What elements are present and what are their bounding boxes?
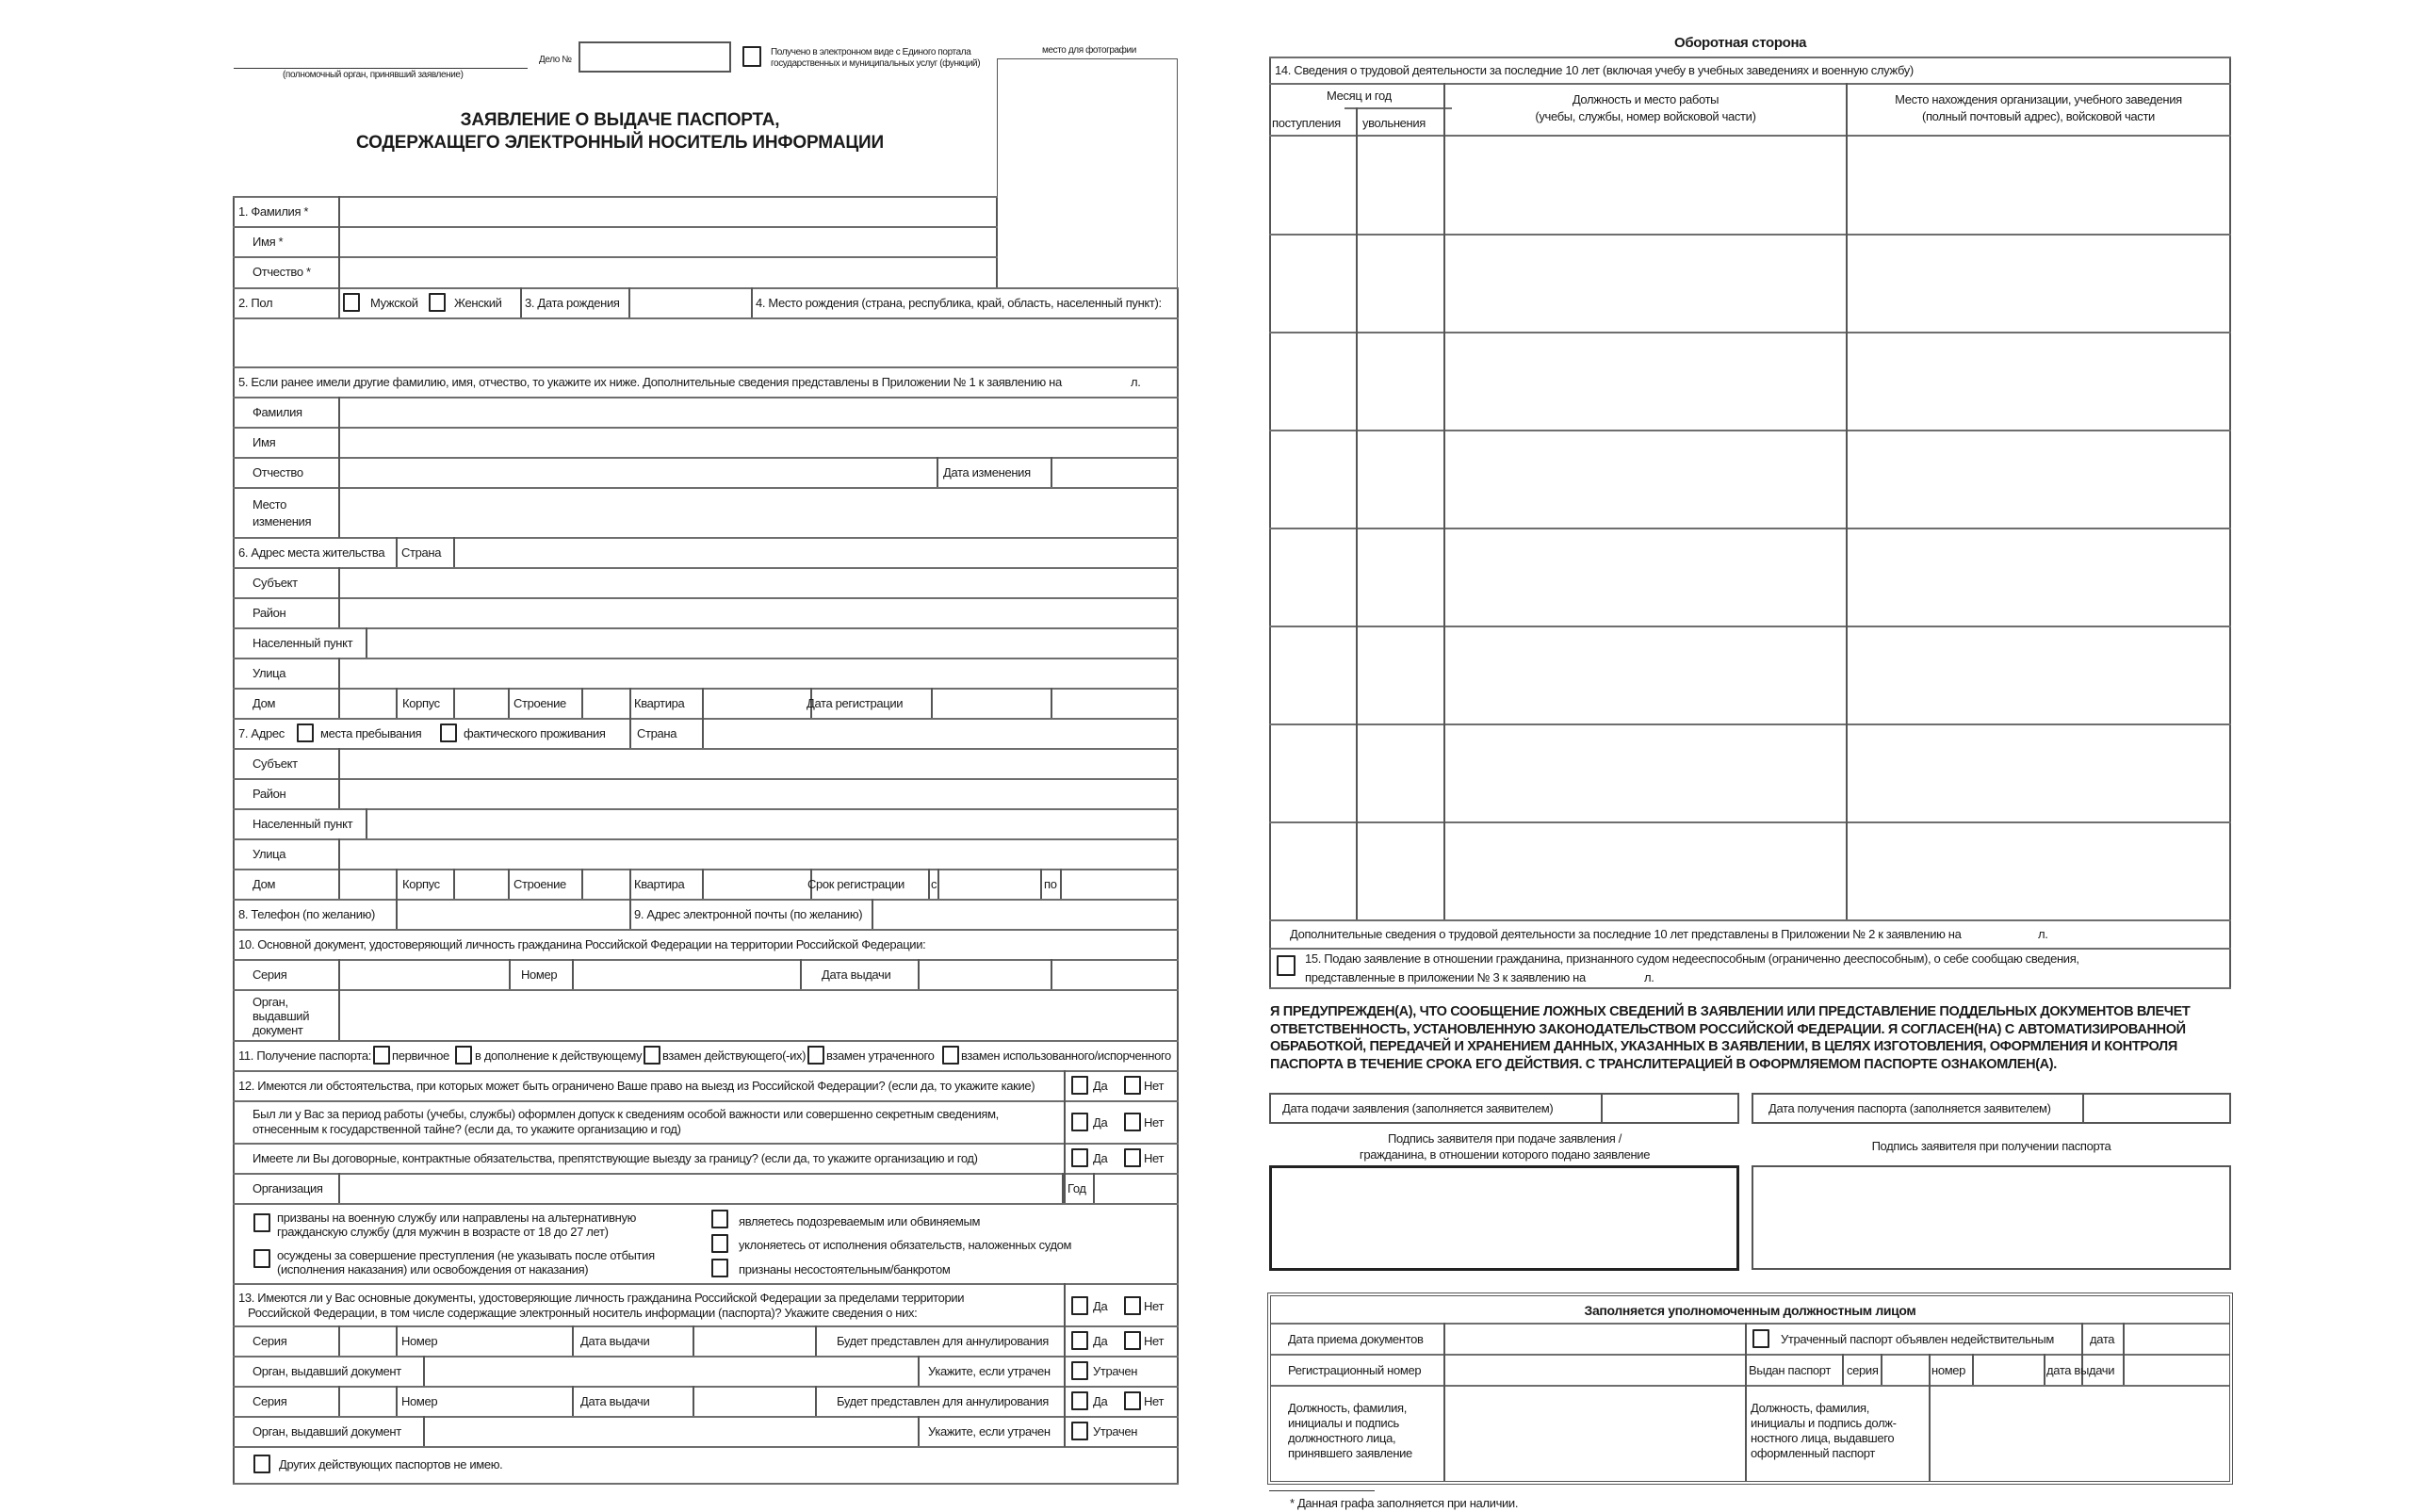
end-date-cell[interactable] xyxy=(1358,333,1443,428)
female-label: Женский xyxy=(454,296,502,310)
start-date-cell[interactable] xyxy=(1271,333,1356,428)
s14-sheets: л. xyxy=(2038,927,2048,941)
s6-building-label: Корпус xyxy=(402,696,440,710)
s5-text: 5. Если ранее имели другие фамилию, имя, отчество, то укажите их ниже. Дополнительные сведения представлены в Приложении № 1 к заявлению на xyxy=(238,375,1062,389)
location-cell[interactable] xyxy=(1848,137,2229,232)
s10-number-label: Номер xyxy=(521,967,558,982)
evading-label: уклоняетесь от исполнения обязательств, наложенных судом xyxy=(739,1238,1072,1252)
s7-country-label: Страна xyxy=(637,726,677,740)
s7-structure-label: Строение xyxy=(513,877,566,891)
fp2-yes-checkbox[interactable] xyxy=(1071,1391,1088,1410)
replace-valid-label: взамен действующего(-их) xyxy=(662,1049,807,1063)
issued-label: Выдан паспорт xyxy=(1749,1363,1832,1377)
issuer-official-label-3: ностного лица, выдавшего xyxy=(1751,1431,1895,1445)
fp1-lost-label: Утрачен xyxy=(1093,1364,1138,1378)
portal-checkbox[interactable] xyxy=(742,46,761,67)
fp2-issuer-label: Орган, выдавший документ xyxy=(253,1424,401,1439)
position-cell[interactable] xyxy=(1445,528,1846,624)
end-date-cell[interactable] xyxy=(1358,137,1443,232)
location-cell[interactable] xyxy=(1848,235,2229,330)
location-cell[interactable] xyxy=(1848,822,2229,918)
form-title-1: ЗАЯВЛЕНИЕ О ВЫДАЧЕ ПАСПОРТА, xyxy=(460,110,780,130)
issued-date-label: дата выдачи xyxy=(2046,1363,2115,1377)
conscript-line2: гражданскую службу (для мужчин в возрасте от 18 до 27 лет) xyxy=(277,1225,609,1239)
conscript-line1: призваны на военную службу или направлены на альтернативную xyxy=(277,1211,636,1225)
fp1-yes-label: Да xyxy=(1093,1334,1108,1348)
suspect-checkbox[interactable] xyxy=(711,1210,728,1228)
replace-valid-checkbox[interactable] xyxy=(644,1046,660,1065)
s13-yes-label: Да xyxy=(1093,1299,1108,1313)
official-date-label: дата xyxy=(2090,1332,2115,1346)
phone-label: 8. Телефон (по желанию) xyxy=(238,907,375,921)
actual-checkbox[interactable] xyxy=(440,723,457,742)
fp2-series-label: Серия xyxy=(253,1394,287,1408)
stay-checkbox[interactable] xyxy=(297,723,314,742)
suspect-label: являетесь подозреваемым или обвиняемым xyxy=(739,1214,981,1228)
stay-label: места пребывания xyxy=(320,726,422,740)
s7-district-label: Район xyxy=(253,787,286,801)
change-date-label: Дата изменения xyxy=(943,465,1031,480)
position-header-2: (учебы, службы, номер войсковой части) xyxy=(1535,109,1756,123)
conscript-checkbox[interactable] xyxy=(253,1213,270,1232)
acceptor-label-1: Должность, фамилия, xyxy=(1288,1401,1408,1415)
position-cell[interactable] xyxy=(1445,235,1846,330)
location-cell[interactable] xyxy=(1848,431,2229,526)
female-checkbox[interactable] xyxy=(429,293,446,312)
fp2-no-label: Нет xyxy=(1144,1394,1165,1408)
s12-q1: 12. Имеются ли обстоятельства, при которых может быть ограничено Ваше право на выезд из Российской Федерации? (если да, то укажите какие) xyxy=(238,1079,1035,1093)
actual-label: фактического проживания xyxy=(464,726,606,740)
pob-input[interactable] xyxy=(235,319,1177,366)
q1-no-checkbox[interactable] xyxy=(1124,1076,1141,1095)
s14-extra: Дополнительные сведения о трудовой деятельности за последние 10 лет представлены в Приложении № 2 к заявлению на xyxy=(1290,927,1962,941)
s11-label: 11. Получение паспорта: xyxy=(238,1049,371,1063)
surname-input[interactable] xyxy=(340,198,996,226)
fp1-series-label: Серия xyxy=(253,1334,287,1348)
fp1-annul-label: Будет представлен для аннулирования xyxy=(837,1334,1049,1348)
submit-date-input[interactable] xyxy=(1603,1095,1737,1122)
start-date-cell[interactable] xyxy=(1271,137,1356,232)
fp2-lost-label: Утрачен xyxy=(1093,1424,1138,1439)
end-date-cell[interactable] xyxy=(1358,431,1443,526)
fp2-number-label: Номер xyxy=(401,1394,438,1408)
s7-from-label: с xyxy=(931,877,937,891)
issuer-official-label-2: инициалы и подпись долж- xyxy=(1751,1416,1897,1430)
fp1-no-label: Нет xyxy=(1144,1334,1165,1348)
frame-photo-left xyxy=(996,196,998,288)
fp2-lost-checkbox[interactable] xyxy=(1071,1422,1088,1440)
start-header: поступления xyxy=(1272,116,1341,130)
s5-sheets: л. xyxy=(1131,375,1141,389)
s6-house-label: Дом xyxy=(253,696,276,710)
start-date-cell[interactable] xyxy=(1271,528,1356,624)
s10-issue-date-label: Дата выдачи xyxy=(822,967,891,982)
position-cell[interactable] xyxy=(1445,137,1846,232)
fp1-number-label: Номер xyxy=(401,1334,438,1348)
year-input[interactable] xyxy=(1095,1175,1177,1203)
photo-label: место для фотографии xyxy=(1042,45,1136,56)
s7-apartment-label: Квартира xyxy=(634,877,685,891)
q1-yes-label: Да xyxy=(1093,1079,1108,1093)
form-title-2: СОДЕРЖАЩЕГО ЭЛЕКТРОННЫЙ НОСИТЕЛЬ ИНФОРМАЦИИ xyxy=(356,133,884,153)
lost-invalid-label: Утраченный паспорт объявлен недействительным xyxy=(1781,1332,2054,1346)
s6-country-label: Страна xyxy=(401,545,442,560)
s6-subject-label: Субъект xyxy=(253,576,298,590)
fp2-no-checkbox[interactable] xyxy=(1124,1391,1141,1410)
s15-line2: представленные в приложении № 3 к заявлению на xyxy=(1305,970,1586,984)
receive-date-input[interactable] xyxy=(2084,1095,2229,1122)
position-cell[interactable] xyxy=(1445,822,1846,918)
no-other-checkbox[interactable] xyxy=(253,1455,270,1473)
q3-yes-label: Да xyxy=(1093,1151,1108,1165)
s15-checkbox[interactable] xyxy=(1277,955,1296,976)
sign-submit-label-2: гражданина, в отношении которого подано заявление xyxy=(1359,1147,1651,1162)
prev-patronymic-label: Отчество xyxy=(253,465,303,480)
bankrupt-label: признаны несостоятельным/банкротом xyxy=(739,1262,951,1276)
fp1-lost-checkbox[interactable] xyxy=(1071,1361,1088,1380)
q3-no-checkbox[interactable] xyxy=(1124,1148,1141,1167)
s6-locality-label: Населенный пункт xyxy=(253,636,353,650)
q1-no-label: Нет xyxy=(1144,1079,1165,1093)
authority-line xyxy=(234,68,528,69)
issuer-official-label-4: оформленный паспорт xyxy=(1751,1446,1876,1460)
fp2-if-lost-label: Укажите, если утрачен xyxy=(928,1424,1051,1439)
portal-text-1: Получено в электронном виде с Единого портала xyxy=(771,47,971,57)
location-cell[interactable] xyxy=(1848,528,2229,624)
fp1-issuer-label: Орган, выдавший документ xyxy=(253,1364,401,1378)
s6-structure-label: Строение xyxy=(513,696,566,710)
prev-surname-label: Фамилия xyxy=(253,405,302,419)
s13-no-label: Нет xyxy=(1144,1299,1165,1313)
additional-checkbox[interactable] xyxy=(455,1046,472,1065)
portal-text-2: государственных и муниципальных услуг (функций) xyxy=(771,58,981,69)
name-input[interactable] xyxy=(340,228,996,256)
male-checkbox[interactable] xyxy=(343,293,360,312)
fp1-no-checkbox[interactable] xyxy=(1124,1331,1141,1350)
location-cell[interactable] xyxy=(1848,333,2229,428)
s7-label: 7. Адрес xyxy=(238,726,285,740)
legal-warning: Я ПРЕДУПРЕЖДЕН(А), ЧТО СООБЩЕНИЕ ЛОЖНЫХ СВЕДЕНИЙ В ЗАЯВЛЕНИИ ИЛИ ПРЕДСТАВЛЕНИЕ ПОДДЕЛЬНЫХ ДОКУМЕНТОВ ВЛЕЧЕТ ОТВЕТСТВЕННОСТЬ, УСТАНОВЛЕННУЮ ЗАКОНОДАТЕЛЬСТВОМ РОССИЙСКОЙ ФЕДЕРАЦИИ. Я СОГЛАСЕН(НА) С АВТОМАТИЗИРОВАННОЙ ОБРАБОТКОЙ, ПЕРЕДАЧЕЙ И ХРАНЕНИЕМ ДАННЫХ, УКАЗАННЫХ В ЗАЯВЛЕНИИ, В ЦЕЛЯХ ИЗГОТОВЛЕНИЯ, ОФОРМЛЕНИЯ И КОНТРОЛЯ ПАСПОРТА В ТЕЧЕНИЕ СРОКА ЕГО ДЕЙСТВИЯ. С ТРАНСЛИТЕРАЦИЕЙ В ОФОРМЛЯЕМОМ ПАСПОРТЕ ОЗНАКОМЛЕН(А). xyxy=(1270,1004,2191,1072)
receive-date-label: Дата получения паспорта (заполняется заявителем) xyxy=(1768,1101,2051,1115)
s13-line2: Российской Федерации, в том числе содержащие электронный носитель информации (паспорта)? Укажите сведения о них: xyxy=(248,1306,918,1320)
start-date-cell[interactable] xyxy=(1271,431,1356,526)
no-other-label: Других действующих паспортов не имею. xyxy=(279,1457,503,1471)
start-date-cell[interactable] xyxy=(1271,724,1356,820)
q2-yes-checkbox[interactable] xyxy=(1071,1113,1088,1131)
sign-receive-label: Подпись заявителя при получении паспорта xyxy=(1871,1139,2111,1153)
position-cell[interactable] xyxy=(1445,724,1846,820)
bankrupt-checkbox[interactable] xyxy=(711,1259,728,1277)
photo-box xyxy=(997,58,1178,288)
frame-right xyxy=(1177,287,1179,1485)
s13-yes-checkbox[interactable] xyxy=(1071,1296,1088,1315)
s12-q3: Имеете ли Вы договорные, контрактные обязательства, препятствующие выезду за границу? (если да, то укажите организацию и год) xyxy=(253,1151,978,1165)
s15-sheets: л. xyxy=(1644,970,1654,984)
q2-no-checkbox[interactable] xyxy=(1124,1113,1141,1131)
primary-checkbox[interactable] xyxy=(373,1046,390,1065)
q2-no-label: Нет xyxy=(1144,1115,1165,1130)
s6-apartment-label: Квартира xyxy=(634,696,685,710)
male-label: Мужской xyxy=(370,296,418,310)
sign-submit-label-1: Подпись заявителя при подаче заявления / xyxy=(1388,1131,1622,1146)
reg-number-label: Регистрационный номер xyxy=(1288,1363,1422,1377)
s10-issuer-label-1: Орган, xyxy=(253,995,288,1009)
location-cell[interactable] xyxy=(1848,626,2229,722)
case-number-input[interactable] xyxy=(579,41,731,73)
fp2-annul-label: Будет представлен для аннулирования xyxy=(837,1394,1049,1408)
s13-no-checkbox[interactable] xyxy=(1124,1296,1141,1315)
organization-label: Организация xyxy=(253,1181,323,1195)
footnote-rule xyxy=(1269,1490,1375,1491)
sign-submit-box[interactable] xyxy=(1269,1165,1739,1271)
s15-line1: 15. Подаю заявление в отношении гражданина, признанного судом недееспособным (ограниченно дееспособным), о себе сообщаю сведения, xyxy=(1305,951,2079,966)
s6-street-label: Улица xyxy=(253,666,286,680)
issued-series-label: серия xyxy=(1847,1363,1879,1377)
surname-label: 1. Фамилия * xyxy=(238,204,309,219)
s6-label: 6. Адрес места жительства xyxy=(238,545,385,560)
s12-q2-line1: Был ли у Вас за период работы (учебы, службы) оформлен допуск к сведениям особой важности или совершенно секретным сведениям, xyxy=(253,1107,999,1121)
s7-locality-label: Населенный пункт xyxy=(253,817,353,831)
s7-house-label: Дом xyxy=(253,877,276,891)
patronymic-input[interactable] xyxy=(340,258,996,287)
sign-receive-box[interactable] xyxy=(1752,1165,2231,1270)
start-date-cell[interactable] xyxy=(1271,235,1356,330)
email-input[interactable] xyxy=(873,901,1177,929)
dob-label: 3. Дата рождения xyxy=(525,296,620,310)
q3-yes-checkbox[interactable] xyxy=(1071,1148,1088,1167)
position-cell[interactable] xyxy=(1445,333,1846,428)
q3-no-label: Нет xyxy=(1144,1151,1165,1165)
issued-number-label: номер xyxy=(1931,1363,1966,1377)
fp1-yes-checkbox[interactable] xyxy=(1071,1331,1088,1350)
submit-date-label: Дата подачи заявления (заполняется заявителем) xyxy=(1282,1101,1554,1115)
replace-used-checkbox[interactable] xyxy=(942,1046,959,1065)
end-date-cell[interactable] xyxy=(1358,235,1443,330)
change-place-label-2: изменения xyxy=(253,514,312,528)
s10-series-label: Серия xyxy=(253,967,287,982)
replace-used-label: взамен использованного/испорченного xyxy=(961,1049,1171,1063)
s7-street-label: Улица xyxy=(253,847,286,861)
q1-yes-checkbox[interactable] xyxy=(1071,1076,1088,1095)
evading-checkbox[interactable] xyxy=(711,1234,728,1253)
end-date-cell[interactable] xyxy=(1358,626,1443,722)
location-cell[interactable] xyxy=(1848,724,2229,820)
phone-input[interactable] xyxy=(398,901,628,929)
start-date-cell[interactable] xyxy=(1271,822,1356,918)
fp1-issue-date-label: Дата выдачи xyxy=(580,1334,650,1348)
issuer-official-label-1: Должность, фамилия, xyxy=(1751,1401,1870,1415)
lost-invalid-checkbox[interactable] xyxy=(1752,1329,1769,1348)
end-header: увольнения xyxy=(1362,116,1426,130)
convicted-line2: (исполнения наказания) или освобождения от наказания) xyxy=(277,1262,589,1276)
acceptor-label-3: должностного лица, xyxy=(1288,1431,1396,1445)
email-label: 9. Адрес электронной почты (по желанию) xyxy=(634,907,863,921)
replace-lost-checkbox[interactable] xyxy=(807,1046,824,1065)
position-header-1: Должность и место работы xyxy=(1572,92,1719,106)
s14-text: 14. Сведения о трудовой деятельности за последние 10 лет (включая учебу в учебных заведениях и военную службу) xyxy=(1275,63,1914,77)
location-header-1: Место нахождения организации, учебного заведения xyxy=(1895,92,2182,106)
end-date-cell[interactable] xyxy=(1358,528,1443,624)
prev-name-label: Имя xyxy=(253,435,276,449)
start-date-cell[interactable] xyxy=(1271,626,1356,722)
organization-input[interactable] xyxy=(340,1175,1061,1203)
authority-caption: (полномочный орган, принявший заявление) xyxy=(283,70,464,80)
replace-lost-label: взамен утраченного xyxy=(826,1049,935,1063)
s12-q2-line2: отнесенным к государственной тайне? (если да, то укажите организацию и год) xyxy=(253,1122,681,1136)
end-date-cell[interactable] xyxy=(1358,822,1443,918)
year-label: Год xyxy=(1067,1181,1086,1195)
s10-text: 10. Основной документ, удостоверяющий личность гражданина Российской Федерации на территории Российской Федерации: xyxy=(238,937,926,951)
fp1-if-lost-label: Укажите, если утрачен xyxy=(928,1364,1051,1378)
s10-issuer-label-3: документ xyxy=(253,1023,303,1037)
location-header-2: (полный почтовый адрес), войсковой части xyxy=(1922,109,2155,123)
q2-yes-label: Да xyxy=(1093,1115,1108,1130)
pob-label: 4. Место рождения (страна, республика, край, область, населенный пункт): xyxy=(756,296,1162,310)
convicted-line1: осуждены за совершение преступления (не указывать после отбытия xyxy=(277,1248,655,1262)
fp2-yes-label: Да xyxy=(1093,1394,1108,1408)
change-place-label-1: Место xyxy=(253,497,286,512)
s6-district-label: Район xyxy=(253,606,286,620)
name-label: Имя * xyxy=(253,235,284,249)
position-cell[interactable] xyxy=(1445,431,1846,526)
sex-label: 2. Пол xyxy=(238,296,273,310)
s7-to-label: по xyxy=(1044,877,1057,891)
s7-subject-label: Субъект xyxy=(253,756,298,771)
s13-line1: 13. Имеются ли у Вас основные документы, удостоверяющие личность гражданина Российской Федерации за пределами территории xyxy=(238,1291,965,1305)
footnote: * Данная графа заполняется при наличии. xyxy=(1290,1496,1519,1510)
frame-left xyxy=(233,196,235,1485)
month-year-header: Месяц и год xyxy=(1327,89,1392,103)
acceptor-label-2: инициалы и подпись xyxy=(1288,1416,1399,1430)
additional-label: в дополнение к действующему xyxy=(475,1049,643,1063)
s10-issuer-label-2: выдавший xyxy=(253,1009,310,1023)
position-cell[interactable] xyxy=(1445,626,1846,722)
patronymic-label: Отчество * xyxy=(253,265,311,279)
s7-reg-term-label: Срок регистрации xyxy=(807,877,904,891)
case-label: Дело № xyxy=(539,55,572,65)
accept-date-label: Дата приема документов xyxy=(1288,1332,1424,1346)
fp2-issue-date-label: Дата выдачи xyxy=(580,1394,650,1408)
primary-label: первичное xyxy=(392,1049,449,1063)
acceptor-label-4: принявшего заявление xyxy=(1288,1446,1412,1460)
dob-input[interactable] xyxy=(630,289,750,317)
back-heading: Оборотная сторона xyxy=(1674,35,1807,51)
official-heading: Заполняется уполномоченным должностным лицом xyxy=(1584,1303,1916,1318)
s6-reg-date-label: Дата регистрации xyxy=(807,696,904,710)
convicted-checkbox[interactable] xyxy=(253,1249,270,1268)
s7-building-label: Корпус xyxy=(402,877,440,891)
end-date-cell[interactable] xyxy=(1358,724,1443,820)
